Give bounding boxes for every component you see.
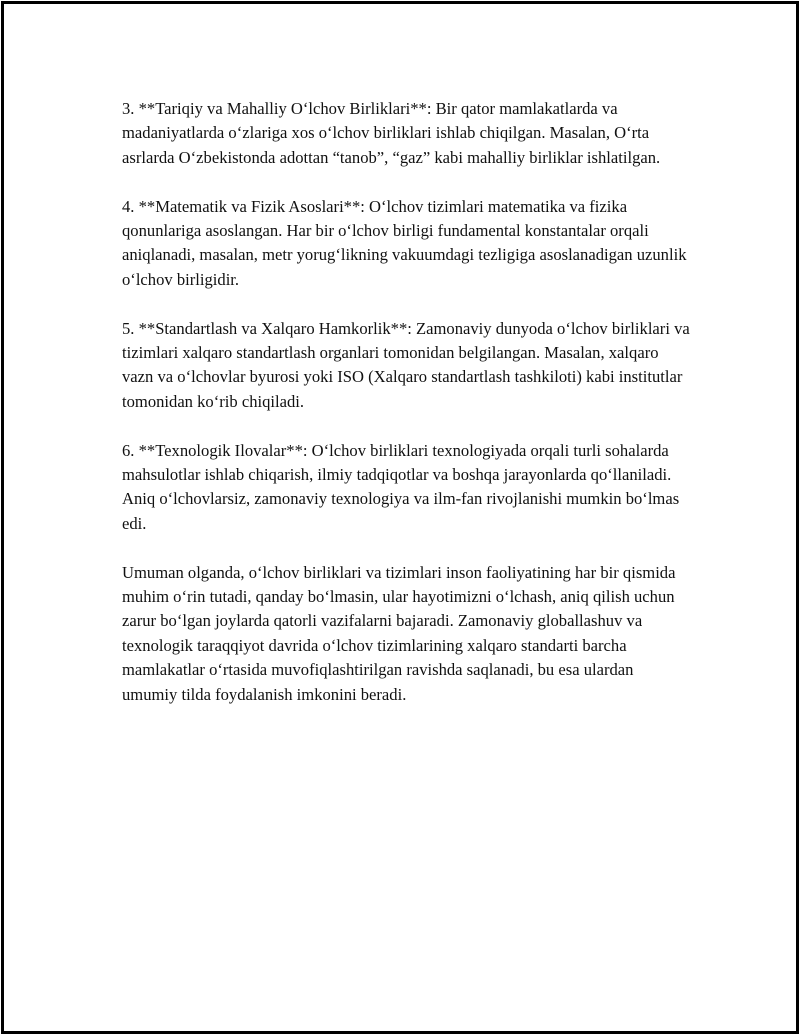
paragraph-standardization-cooperation: 5. **Standartlash va Xalqaro Hamkorlik**: Zamonaviy dunyoda o‘lchov birliklari va tizimlari xalqaro standartlash organlari tomonidan belgilangan. Masalan, xalqaro vazn va o‘lchovlar byurosi yoki ISO (Xalqaro standartlash tashkiloti) kabi institutlar tomonidan ko‘rib chiqiladi. <box>122 318 690 411</box>
page-border <box>1 1 799 1034</box>
document-body <box>122 97 692 731</box>
paragraph-historical-local-units: 3. **Tariqiy va Mahalliy O‘lchov Birliklari**: Bir qator mamlakatlarda va madaniyatlarda o‘zlariga xos o‘lchov birliklari ishlab chiqilgan. Masalan, O‘rta asrlarda O‘zbekistonda adottan “tanob”, “gaz” kabi mahalliy birliklar ishlatilgan. <box>122 99 661 167</box>
paragraph-conclusion: Umuman olganda, o‘lchov birliklari va tizimlari inson faoliyatining har bir qismida muhim o‘rin tutadi, qanday bo‘lmasin, ular hayotimizni o‘lchash, aniq qilish uchun zarur bo‘lgan joylarda qatorli vazifalarni bajaradi. Zamonaviy globallashuv va texnologik taraqqiyot davrida o‘lchov tizimlarining xalqaro standarti barcha mamlakatlar o‘rtasida muvofiqlashtirilgan ravishda saqlanadi, bu esa ulardan umumiy tilda foydalanish imkonini beradi. <box>122 562 676 704</box>
paragraph-math-physics-basis: 4. **Matematik va Fizik Asoslari**: O‘lchov tizimlari matematika va fizika qonunlariga asoslangan. Har bir o‘lchov birligi fundamental konstantalar orqali aniqlanadi, masalan, metr yorug‘likning vakuumdagi tezligiga asoslanadigan uzunlik o‘lchov birligidir. <box>122 196 687 289</box>
paragraph-technological-applications: 6. **Texnologik Ilovalar**: O‘lchov birliklari texnologiyada orqali turli sohalarda mahsulotlar ishlab chiqarish, ilmiy tadqiqotlar va boshqa jarayonlarda qo‘llaniladi. Aniq o‘lchovlarsiz, zamonaviy texnologiya va ilm-fan rivojlanishi mumkin bo‘lmas edi. <box>122 440 680 533</box>
